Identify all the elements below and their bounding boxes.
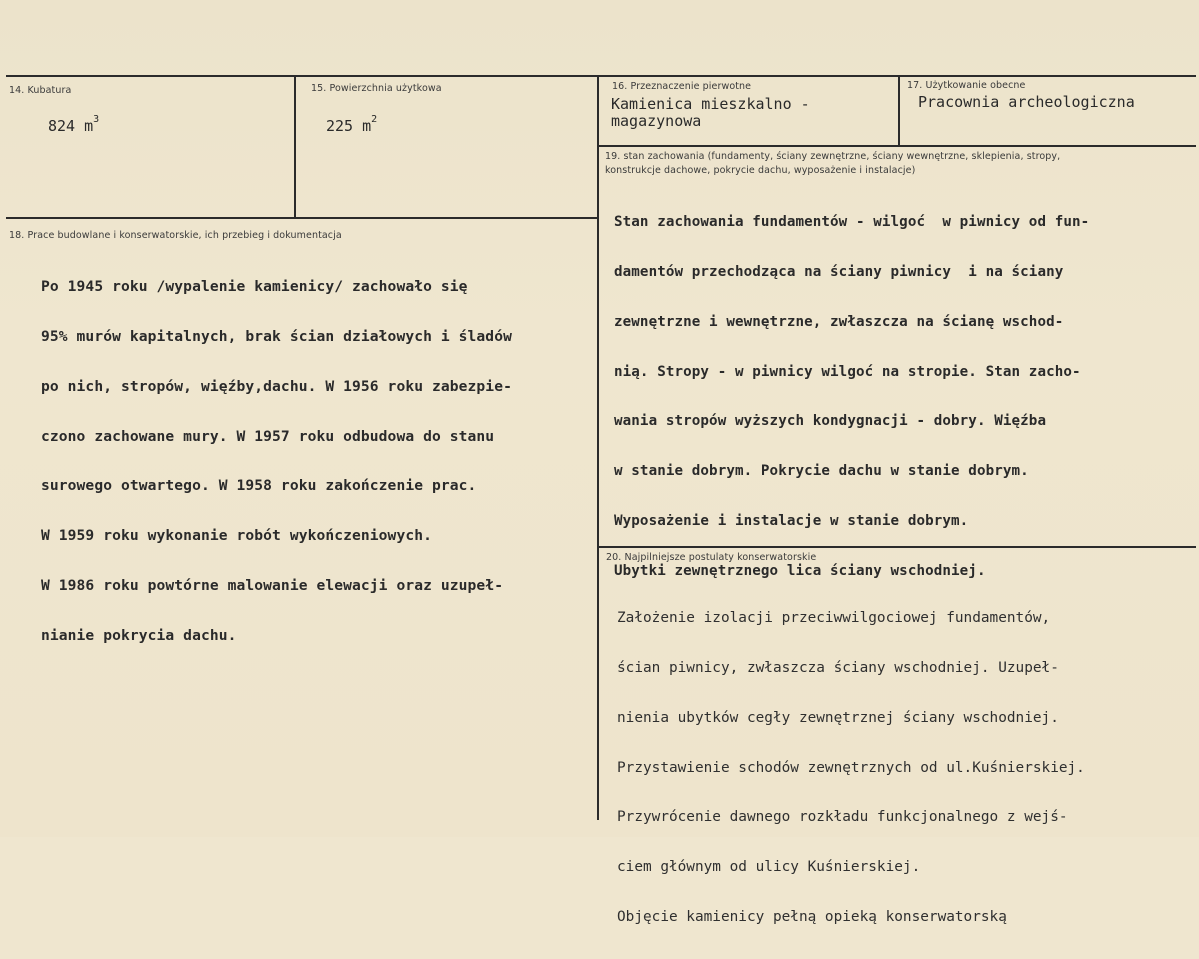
field-19-label [605, 150, 1060, 178]
field-18-text [41, 246, 512, 677]
field-16-label: 16. Przeznaczenie pierwotne [612, 81, 752, 92]
divider-15-16 [597, 75, 599, 820]
field-19-line: damentów przechodząca na ściany piwnicy i na ściany [614, 263, 1064, 280]
field-19-line: Ubytki zewnętrznego lica ściany wschodniej. [614, 562, 986, 579]
rule-under-14-15 [6, 217, 599, 219]
field-20-line: Objęcie kamienicy pełną opieką konserwatorską [617, 908, 1007, 925]
field-18-line: Po 1945 roku /wypalenie kamienicy/ zachowało się [41, 278, 468, 296]
field-18-line: 95% murów kapitalnych, brak ścian działowych i śladów [41, 327, 512, 345]
field-20-text [617, 577, 1085, 959]
field-17-value: Pracownia archeologiczna [918, 93, 1135, 111]
field-19-line: Wyposażenie i instalacje w stanie dobrym. [614, 512, 969, 529]
field-18-line: czono zachowane mury. W 1957 roku odbudowa do stanu [41, 427, 495, 445]
field-15-label: 15. Powierzchnia użytkowa [311, 83, 442, 94]
field-19-label-line: konstrukcje dachowe, pokrycie dachu, wyposażenie i instalacje) [605, 165, 916, 176]
field-17-label: 17. Użytkowanie obecne [907, 80, 1026, 91]
field-16-line: Kamienica mieszkalno - [611, 95, 810, 113]
field-18-line: W 1959 roku wykonanie robót wykończeniowych. [41, 527, 432, 545]
field-19-text [614, 181, 1089, 612]
field-18-line: nianie pokrycia dachu. [41, 626, 237, 644]
field-20-line: Założenie izolacji przeciwwilgociowej fundamentów, [617, 610, 1051, 627]
field-15-exponent: 2 [371, 114, 378, 125]
field-15-number: 225 m [326, 117, 372, 135]
field-16-line: magazynowa [611, 112, 702, 130]
field-19-label-line: 19. stan zachowania (fundamenty, ściany zewnętrzne, ściany wewnętrzne, sklepienia, stropy, [605, 151, 1061, 162]
rule-under-16-17 [597, 145, 1196, 147]
field-20-label: 20. Najpilniejsze postulaty konserwatorskie [606, 552, 817, 563]
field-20-line: ścian piwnicy, zwłaszcza ściany wschodniej. Uzupeł- [617, 659, 1059, 676]
field-14-number: 824 m [48, 117, 94, 135]
top-rule [6, 75, 1196, 77]
field-14-label: 14. Kubatura [9, 85, 72, 96]
divider-16-17 [898, 75, 900, 145]
field-19-line: w stanie dobrym. Pokrycie dachu w stanie dobrym. [614, 463, 1029, 480]
field-20-line: Przystawienie schodów zewnętrznych od ul.Kuśnierskiej. [617, 759, 1085, 776]
field-20-line: ciem głównym od ulicy Kuśnierskiej. [617, 859, 921, 876]
field-19-line: nią. Stropy - w piwnicy wilgoć na stropie. Stan zacho- [614, 363, 1081, 380]
field-19-line: zewnętrzne i wewnętrzne, zwłaszcza na ścianę wschod- [614, 313, 1064, 330]
field-19-line: Stan zachowania fundamentów - wilgoć w piwnicy od fun- [614, 214, 1090, 231]
field-15-value [326, 114, 377, 135]
field-18-line: W 1986 roku powtórne malowanie elewacji oraz uzupeł- [41, 576, 504, 594]
field-19-line: wania stropów wyższych kondygnacji - dobry. Więźba [614, 413, 1047, 430]
field-14-exponent: 3 [93, 114, 100, 125]
field-20-line: Przywrócenie dawnego rozkładu funkcjonalnego z wejś- [617, 809, 1068, 826]
field-18-line: surowego otwartego. W 1958 roku zakończenie prac. [41, 477, 477, 495]
field-18-label: 18. Prace budowlane i konserwatorskie, ich przebieg i dokumentacja [9, 230, 342, 241]
divider-14-15 [294, 75, 296, 219]
field-20-line: nienia ubytków cegły zewnętrznej ściany wschodniej. [617, 709, 1059, 726]
field-16-value [611, 96, 810, 130]
field-14-value [48, 114, 99, 135]
field-18-line: po nich, stropów, więźby,dachu. W 1956 roku zabezpie- [41, 377, 512, 395]
